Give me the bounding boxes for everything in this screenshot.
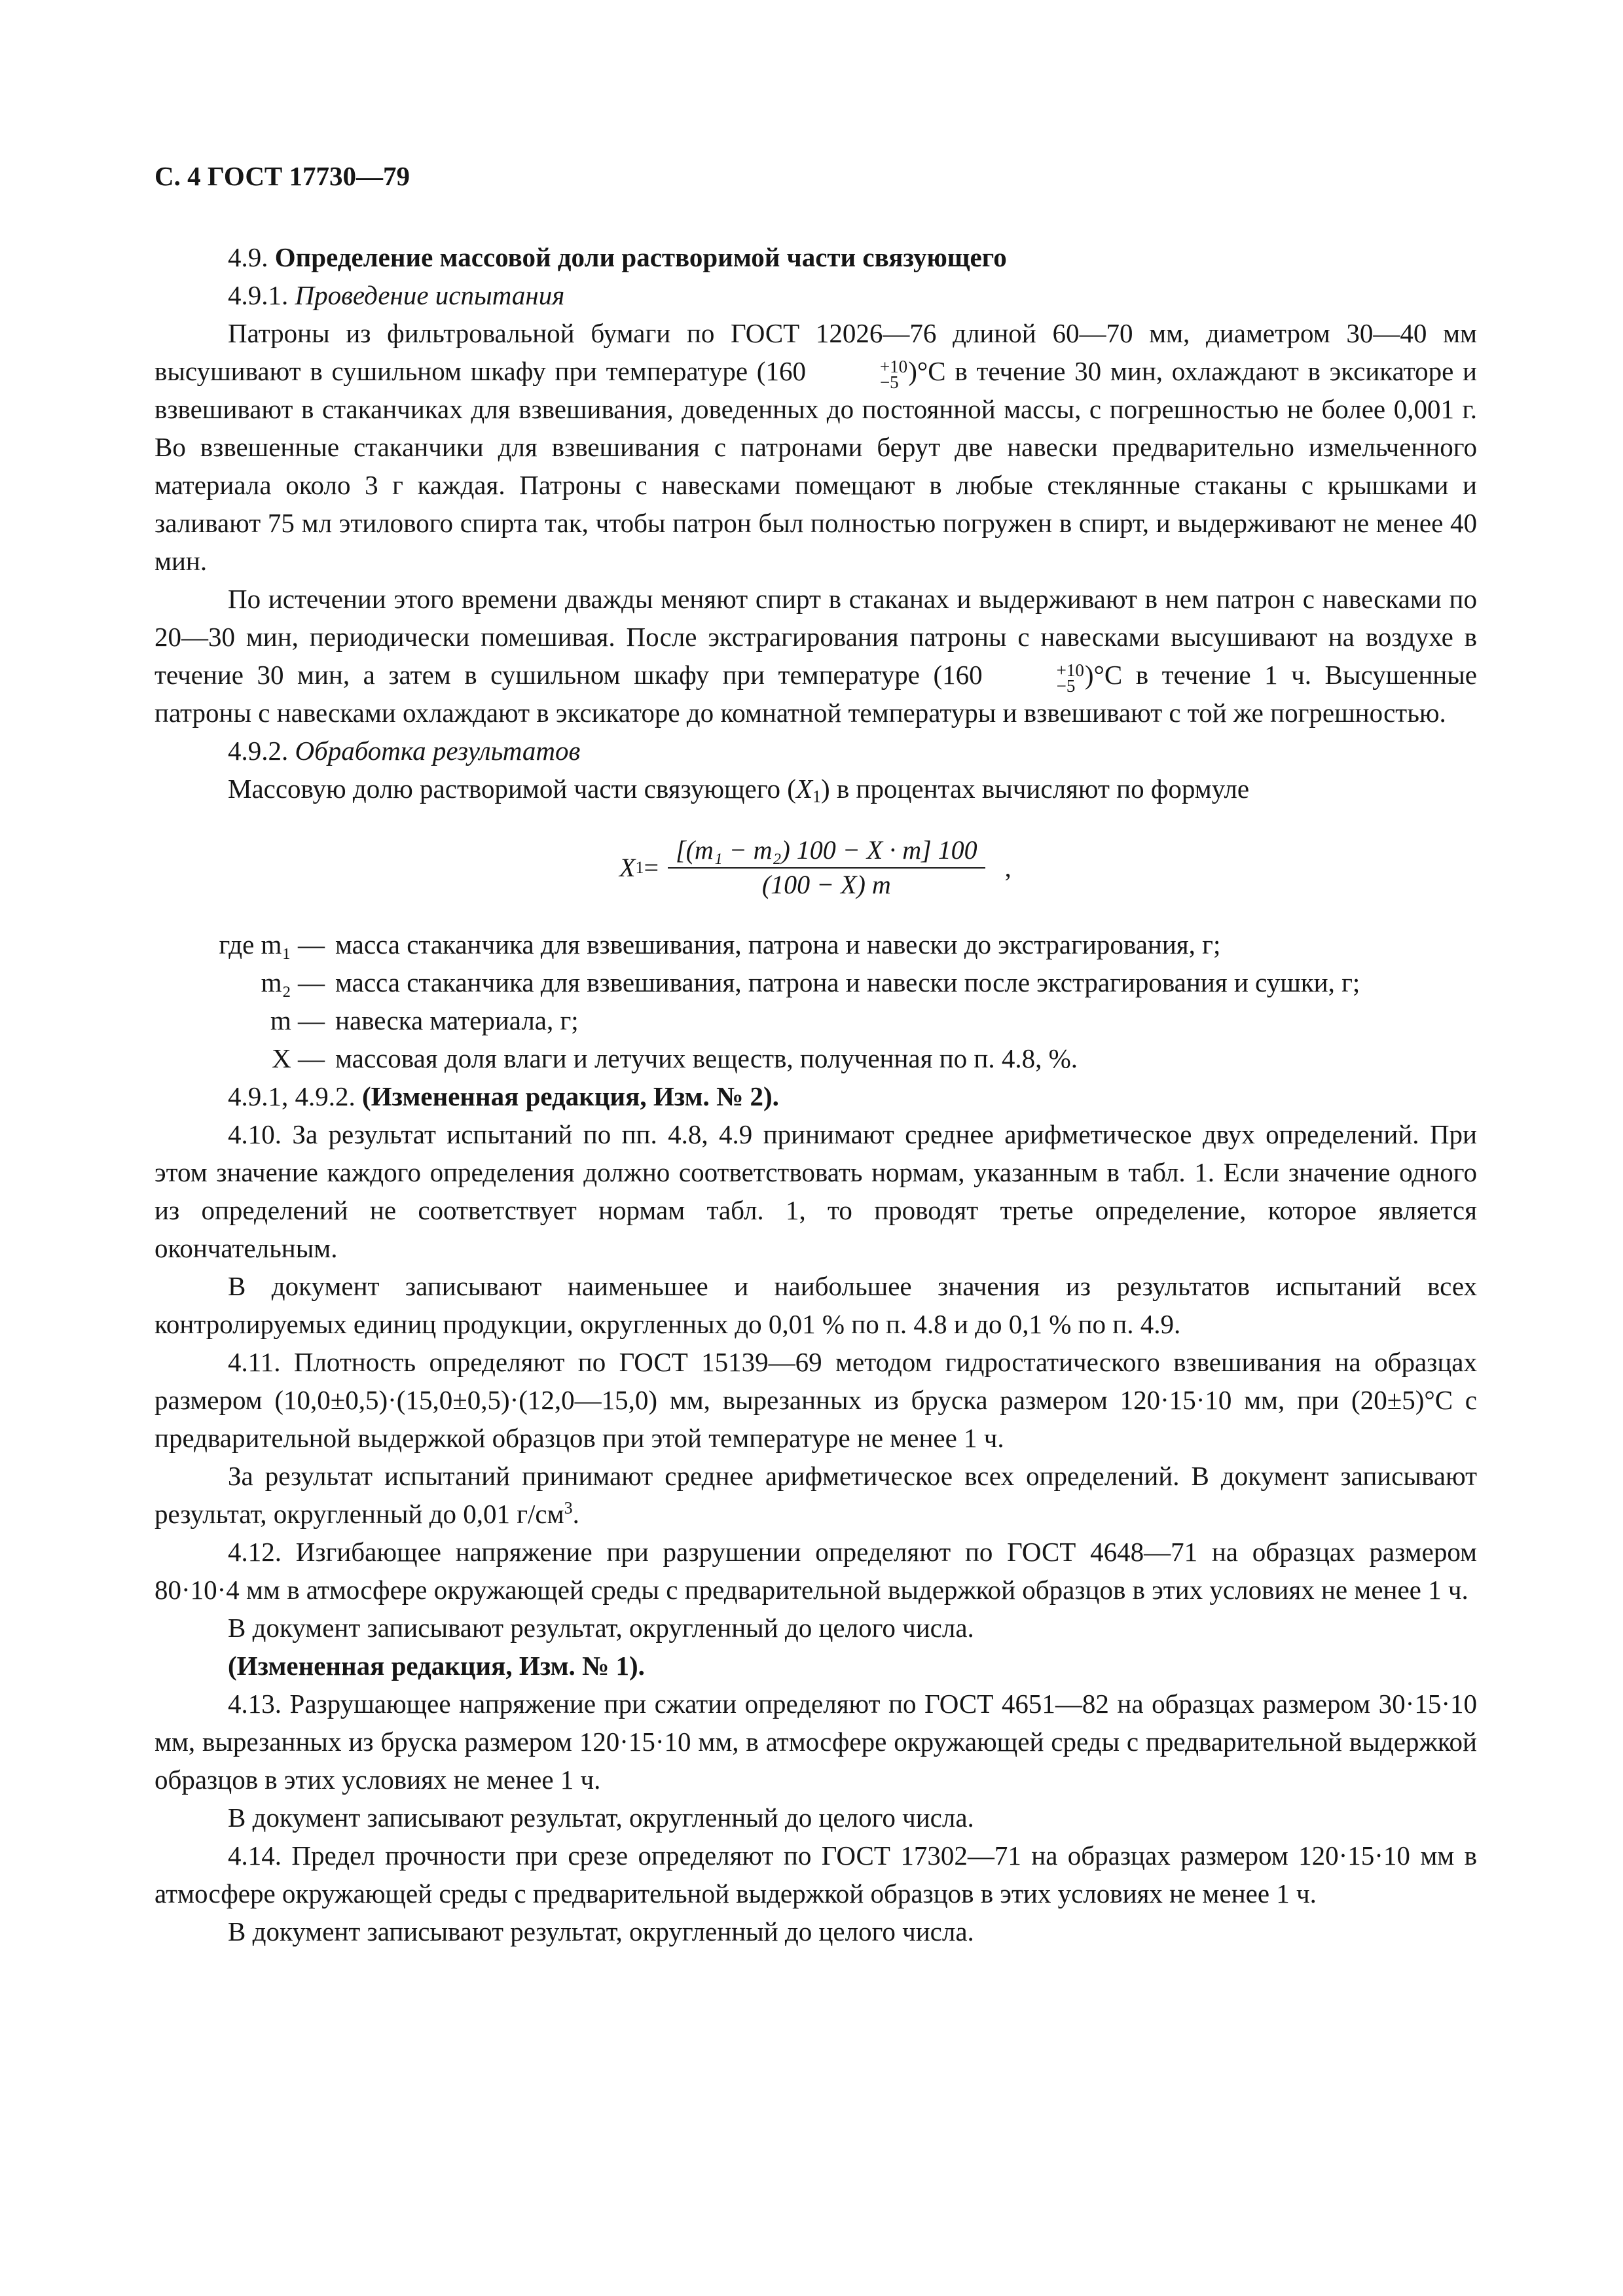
text-run: Патроны из фильтровальной бумаги по ГОСТ 12026—76 длиной 60—70 мм, диаметром 30—40 мм высушивают в сушильном шкафу при температуре (160 [155,318,1477,386]
section-4-9-heading [155,238,1477,276]
amendment-label: (Измененная редакция, Изм. № 2). [362,1081,779,1111]
subsection-title: Проведение испытания [295,280,565,310]
legend-symbol: X — [272,1043,325,1073]
formula-comma: , [1004,852,1012,882]
formula-fraction [668,835,985,900]
section-number: 4.9. [228,242,275,272]
formula-denominator: (100 − X) m [761,870,891,899]
legend-symbol: m₂ — [261,967,325,997]
legend-symbol: m — [270,1005,325,1035]
variable-x: X [795,774,812,804]
text-run: . [572,1499,579,1529]
paragraph-cartridges [155,314,1477,580]
section-title: Определение массовой доли растворимой части связующего [274,242,1007,272]
text-run: )°С в течение 1 ч. Высушенные патроны с навесками охлаждают в эксикаторе до комнатной температуры и взвешивают с той же погрешностью. [155,660,1477,728]
formula-block [155,808,1477,925]
subsection-number: 4.9.1. [228,280,295,310]
paragraph-4-14-record: В документ записывают результат, округленный до целого числа. [228,1916,974,1946]
legend-text: навеска материала, г; [335,1005,579,1035]
formula: X 1 = $\frac{\text{[(m₁ − m₂) 100 − X · m] 100}}{(100 - X) m}$ , [619,835,1012,899]
page-header: С. 4 ГОСТ 17730—79 [155,161,410,191]
subsection-4-9-1-heading [155,276,1477,314]
amendment-note-2 [155,1077,1477,1115]
tolerance-upper: +10 [1056,660,1084,680]
formula-numerator: [(m₁ − m₂) 100 − X · m] 100 [668,835,985,869]
paragraph-formula-intro [155,770,1477,808]
text-run: За результат испытаний принимают среднее арифметическое всех определений. В документ записывают результат, округленный до 0,01 г/см [155,1461,1477,1529]
temperature-tolerance [983,662,1084,694]
legend-text: масса стаканчика для взвешивания, патрона и навески после экстрагирования и сушки, г; [335,967,1360,997]
subsection-title: Обработка результатов [295,736,581,766]
legend-row [155,925,1477,963]
formula-lhs: X [619,852,636,882]
paragraph-4-13: 4.13. Разрушающее напряжение при сжатии определяют по ГОСТ 4651—82 на образцах размером 30·15·10 мм, вырезанных из бруска размером 120·15·10 мм, в атмосфере окружающей среды с предварительной выдержкой образцов в этих условиях не менее 1 ч. [155,1689,1477,1795]
unit-superscript: 3 [564,1498,573,1518]
text-run: )°С в течение 30 мин, охлаждают в эксикаторе и взвешивают в стаканчиках для взвешивания, доведенных до постоянной массы, с погрешностью не более 0,001 г. Во взвешенные стаканчики для взвешивания с патронами берут две навески предварительно измельченного материала около 3 г каждая. Патроны с навесками помещают в любые стеклянные стаканы с крышками и заливают 75 мл этилового спирта так, чтобы патрон был полностью погружен в спирт, и выдерживают не менее 40 мин. [155,356,1477,576]
paragraph-4-10: 4.10. За результат испытаний по пп. 4.8, 4.9 принимают среднее арифметическое двух определений. При этом значение каждого определения должно соответствовать нормам, указанным в табл. 1. Если значение одного из определений не соответствует нормам табл. 1, то проводят третье определение, которое является окончательным. [155,1119,1477,1263]
tolerance-lower: −5 [879,372,899,392]
paragraph-4-14: 4.14. Предел прочности при срезе определяют по ГОСТ 17302—71 на образцах размером 120·15·10 мм в атмосфере окружающей среды с предварительной выдержкой образцов в этих условиях не менее 1 ч. [155,1840,1477,1909]
legend-text: масса стаканчика для взвешивания, патрона и навески до экстрагирования, г; [335,929,1221,960]
variable-subscript: 1 [812,787,821,806]
tolerance-upper: +10 [879,356,908,376]
paragraph-4-12-record: В документ записывают результат, округленный до целого числа. [228,1613,974,1643]
legend-row [155,963,1477,1001]
subsection-number: 4.9.2. [228,736,295,766]
text-run: По истечении этого времени дважды меняют спирт в стаканах и выдерживают в нем патрон с навесками по 20—30 мин, периодически помешивая. После экстрагирования патроны с навесками высушивают на воздухе в течение 30 мин, а затем в сушильном шкафу при температуре (160 [155,584,1477,690]
tolerance-lower: −5 [1056,675,1076,696]
paragraph-4-11: 4.11. Плотность определяют по ГОСТ 15139—69 методом гидростатического взвешивания на образцах размером (10,0±0,5)·(15,0±0,5)·(12,0—15,0) мм, вырезанных из бруска размером 120·15·10 мм, при (20±5)°С с предварительной выдержкой образцов при этой температуре не менее 1 ч. [155,1347,1477,1453]
text-run: ) в процентах вычисляют по формуле [821,774,1250,804]
paragraph-extraction [155,580,1477,732]
text-run: Массовую долю растворимой части связующего ( [228,774,796,804]
paragraph-4-11-record [155,1457,1477,1533]
formula-equals: = [644,852,659,882]
document-page [155,157,1477,1950]
amendment-note-1: (Измененная редакция, Изм. № 1). [228,1651,645,1681]
temperature-tolerance [807,356,908,392]
subsection-4-9-2-heading [155,732,1477,770]
legend-row [155,1001,1477,1039]
paragraph-4-13-record: В документ записывают результат, округленный до целого числа. [228,1803,974,1833]
paragraph-4-12: 4.12. Изгибающее напряжение при разрушении определяют по ГОСТ 4648—71 на образцах размером 80·10·4 мм в атмосфере окружающей среды с предварительной выдержкой образцов в этих условиях не менее 1 ч. [155,1537,1477,1605]
legend-text: массовая доля влаги и летучих веществ, полученная по п. 4.8, %. [335,1043,1078,1073]
paragraph-4-10-record: В документ записывают наименьшее и наибольшее значения из результатов испытаний всех контролируемых единиц продукции, округленных до 0,01 % по п. 4.8 и до 0,1 % по п. 4.9. [155,1271,1477,1339]
legend-row [155,1039,1477,1077]
text-run: 4.9.1, 4.9.2. [228,1081,362,1111]
legend-symbol: где m₁ — [219,929,325,960]
